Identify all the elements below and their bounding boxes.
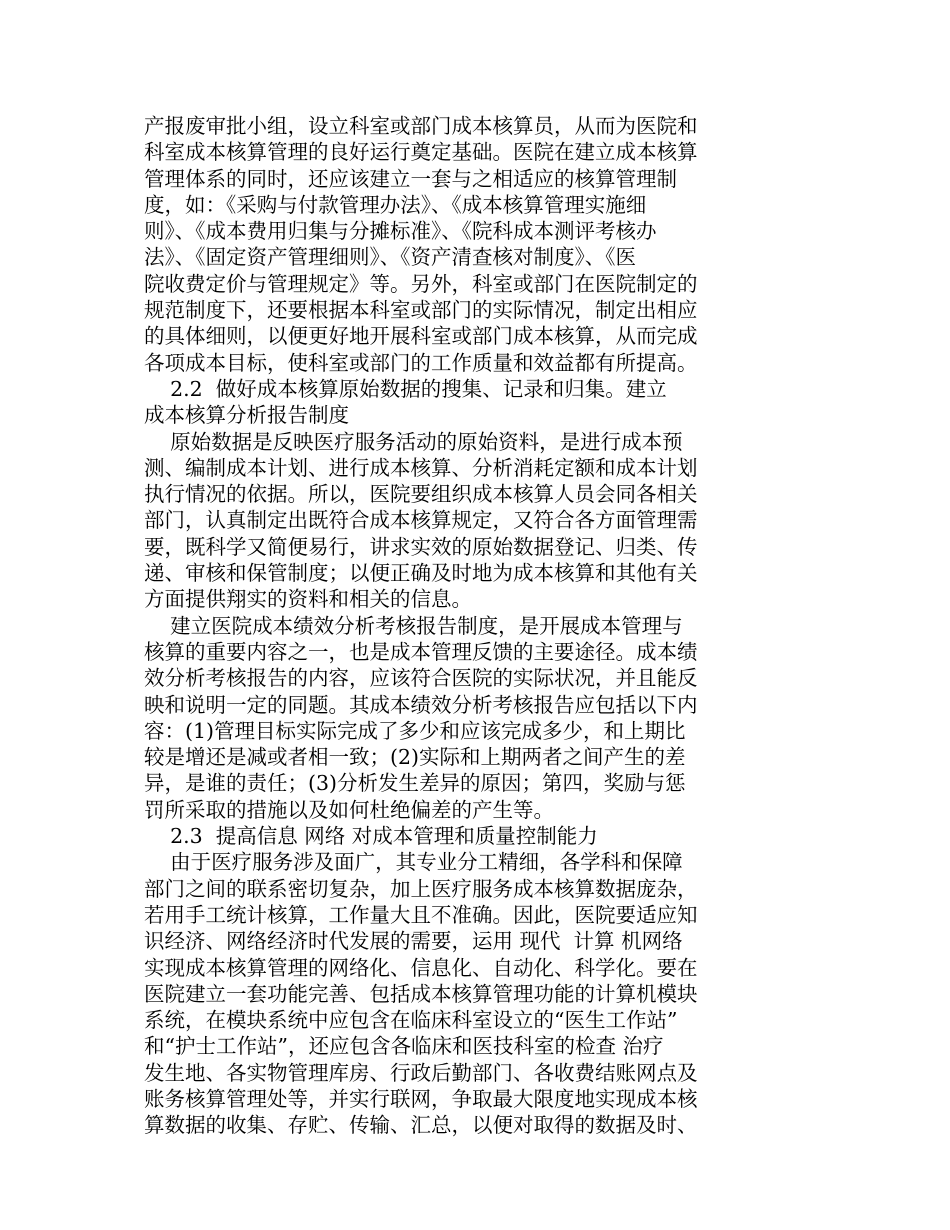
text-line: 度，如：《采购与付款管理办法》、《成本核算管理实施细 <box>144 192 647 217</box>
text-line: 实现成本核算管理的网络化、信息化、自动化、科学化。要在 <box>144 955 698 980</box>
text-line: 院收费定价与管理规定》等。另外，科室或部门在医院制定的 <box>144 271 698 296</box>
text-line: 发生地、各实物管理库房、行政后勤部门、各收费结账网点及 <box>144 1060 698 1085</box>
text-line: 由于医疗服务涉及面广，其专业分工精细，各学科和保障 <box>144 850 683 875</box>
text-line: 核算的重要内容之一，也是成本管理反馈的主要途径。成本绩 <box>144 639 698 664</box>
text-line: 建立医院成本绩效分析考核报告制度，是开展成本管理与 <box>144 613 683 638</box>
section-heading-2-2-cont: 成本核算分析报告制度 <box>144 403 349 428</box>
text-line: 部门之间的联系密切复杂，加上医疗服务成本核算数据庞杂， <box>144 876 698 901</box>
text-line: 罚所采取的措施以及如何杜绝偏差的产生等。 <box>144 797 554 822</box>
text-line: 科室成本核算管理的良好运行奠定基础。医院在建立成本核算 <box>144 140 698 165</box>
text-line: 部门，认真制定出既符合成本核算规定，又符合各方面管理需 <box>144 508 698 533</box>
text-line: 要，既科学又简便易行，讲求实效的原始数据登记、归类、传 <box>144 534 698 559</box>
text-line: 容：(1)管理目标实际完成了多少和应该完成多少，和上期比 <box>144 718 686 743</box>
text-line: 医院建立一套功能完善、包括成本核算管理功能的计算机模块 <box>144 981 698 1006</box>
text-line: 测、编制成本计划、进行成本核算、分析消耗定额和成本计划 <box>144 455 698 480</box>
text-line: 则》、《成本费用归集与分摊标准》、《院科成本测评考核办 <box>144 219 657 244</box>
text-line: 异，是谁的责任；(3)分析发生差异的原因；第四，奖励与惩 <box>144 771 686 796</box>
text-line: 产报废审批小组，设立科室或部门成本核算员，从而为医院和 <box>144 114 698 138</box>
text-line: 各项成本目标，使科室或部门的工作质量和效益都有所提高。 <box>144 350 698 375</box>
text-line: 系统，在模块系统中应包含在临床科室设立的“医生工作站” <box>144 1008 678 1033</box>
text-line: 方面提供翔实的资料和相关的信息。 <box>144 587 472 612</box>
text-line: 管理体系的同时，还应该建立一套与之相适应的核算管理制 <box>144 166 677 191</box>
text-line: 和“护士工作站”，还应包含各临床和医技科室的检查 治疗 <box>144 1034 664 1059</box>
text-line: 算数据的收集、存贮、传输、汇总，以便对取得的数据及时、 <box>144 1113 698 1138</box>
section-heading-2-3: 2.3 提高信息 网络 对成本管理和质量控制能力 <box>144 824 598 849</box>
text-line: 识经济、网络经济时代发展的需要，运用 现代 计算 机网络 <box>144 929 683 954</box>
text-line: 账务核算管理处等，并实行联网，争取最大限度地实现成本核 <box>144 1086 698 1111</box>
text-line: 规范制度下，还要根据本科室或部门的实际情况，制定出相应 <box>144 298 698 323</box>
body-text <box>144 113 744 1139</box>
text-line: 的具体细则，以便更好地开展科室或部门成本核算，从而完成 <box>144 324 698 349</box>
text-line: 较是增还是减或者相一致；(2)实际和上期两者之间产生的差 <box>144 745 686 770</box>
text-line: 若用手工统计核算，工作量大且不准确。因此，医院要适应知 <box>144 902 698 927</box>
section-heading-2-2: 2.2 做好成本核算原始数据的搜集、记录和归集。建立 <box>144 376 667 401</box>
text-line: 执行情况的依据。所以，医院要组织成本核算人员会同各相关 <box>144 482 698 507</box>
text-line: 递、审核和保管制度；以便正确及时地为成本核算和其他有关 <box>144 561 698 586</box>
text-line: 映和说明一定的同题。其成本绩效分析考核报告应包括以下内 <box>144 692 698 717</box>
text-line: 原始数据是反映医疗服务活动的原始资料，是进行成本预 <box>144 429 683 454</box>
text-line: 效分析考核报告的内容，应该符合医院的实际状况，并且能反 <box>144 666 698 691</box>
text-line: 法》、《固定资产管理细则》、《资产清查核对制度》、《医 <box>144 245 636 270</box>
